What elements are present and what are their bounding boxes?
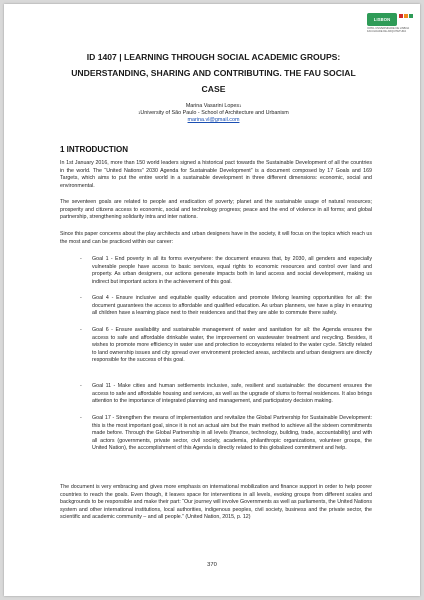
title-line: ID 1407 | LEARNING THROUGH SOCIAL ACADEMIC GROUPS: [86,52,341,62]
logo-badge: LISBON [367,13,397,26]
author-superscript: 1 [239,104,242,108]
closing-paragraph: The document is very embracing and gives more emphasis on international mobilization and finance support in order to help poorer countries to reach the goals. Even though, it leaves space for interventions in all levels, evoking groups from different scales and backgrounds to be responsible and make their part: “Our journey will involve Governments as well as parliaments, the United Nations system and other international institutions, local authorities, indigenous peoples, civil society, business and the private sector, the scientific and academic community – and all people.” (United Nation, 2015, p. 12) [60,484,372,520]
list-dash: - [80,256,82,262]
goal-list-item: Goal 6 - Ensure availability and sustainable management of water and sanitation for all: the Agenda ensures the access to safe and affordable drinkable water, the improvement on wastewater treatment and recycling. Besides, it wishes to promote more efficiency in water use and protection to ecosystems related to the water cycle. Strictly related to land ownership issues and city spread over environment protected areas, architects and urban designers are directly responsible for the success of this goal. [92,327,372,363]
list-dash: - [80,327,82,333]
paragraph: The seventeen goals are related to people and eradication of poverty; planet and the sustainable usage of natural resources; prosperity and citizens access to economic, social and technology progress; peace and the end of violence in all forms; and global partnership, strengthening solidarity intra and inter nations. [60,199,372,220]
logo-caption: ICPDL UNIVERSIDADE DE LISBOA FACULDADE DE ARQUITETURA [367,27,409,33]
title-line: CASE [201,84,226,94]
author-affiliation-line [36,110,391,117]
goal-list-item: Goal 1 - End poverty in all its forms everywhere: the document ensures that, by 2030, all genders and especially vulnerable people have access to basic services, equal rights to economic resources and control over land and property. As urban designers, our actions generate impacts both in land access and social development, making us indirect but important actors in the achievement of this goal. [92,256,372,285]
title-line: UNDERSTANDING, SHARING AND CONTRIBUTING. THE FAU SOCIAL [71,68,356,78]
logo-green-square [409,14,413,18]
author-affiliation: University of São Paulo - School of Architecture and Urbanism [140,110,289,116]
author-name-line [36,103,391,110]
paragraph: Since this paper concerns about the play architects and urban designers have in the society, it will focus on the topics which reach us the most and can be practiced within our career: [60,231,372,245]
conference-logo [367,13,415,35]
paper-title [36,49,391,97]
list-dash: - [80,383,82,389]
logo-orange-square [404,14,408,18]
goal-list-item: Goal 4 - Ensure inclusive and equitable quality education and promote lifelong learning opportunities for all: the document guarantees the access to affordable and qualified education. As urban planners, we have a play in ensuring all children have a learning place next to their residences and that they are able to commute there safely. [92,295,372,316]
author-email[interactable]: marina.vl@gmail.com [187,117,240,123]
section-heading: 1 INTRODUCTION [60,145,128,154]
page-number: 370 [207,562,217,568]
paragraph: In 1st January 2016, more than 150 world leaders signed a historical pact towards the Sustainable Development of all the countries in the world. The “United Nations” 2030 Agenda for Sustainable Development” is a document composed by 17 Goals and 169 Targets, which aims to put the entire world in a sustainable development in three different dimensions: economic, social and environmental. [60,160,372,189]
logo-red-square [399,14,403,18]
goal-list-item: Goal 17 - Strengthen the means of implementation and revitalize the Global Partnership for Sustainable Development: this is the most important goal, since it is not an actual aim but the main method to achieve all the sixteen commitments made before. Through the Global Partnership in all levels (finance, technology, building, trade, accountability) and with all actors (governments, private sector, civil society, academia, philanthropic organizations, volunteer groups, the United Nation), the accomplishment of this Agenda is directly related to this globalized commitment and help. [92,415,372,451]
paper-page [4,4,420,596]
list-dash: - [80,415,82,421]
list-dash: - [80,295,82,301]
author-name: Marina Vasarini Lopes [185,103,240,109]
goal-list-item: Goal 11 - Make cities and human settlements inclusive, safe, resilient and sustainable: the document ensures the access to safe and affordable housing and services, as well as the upgrade of slums to formal residences. It also brings attention to the importance of integrated planning and management, and participatory decision making. [92,383,372,404]
affiliation-superscript: 1 [138,111,141,115]
